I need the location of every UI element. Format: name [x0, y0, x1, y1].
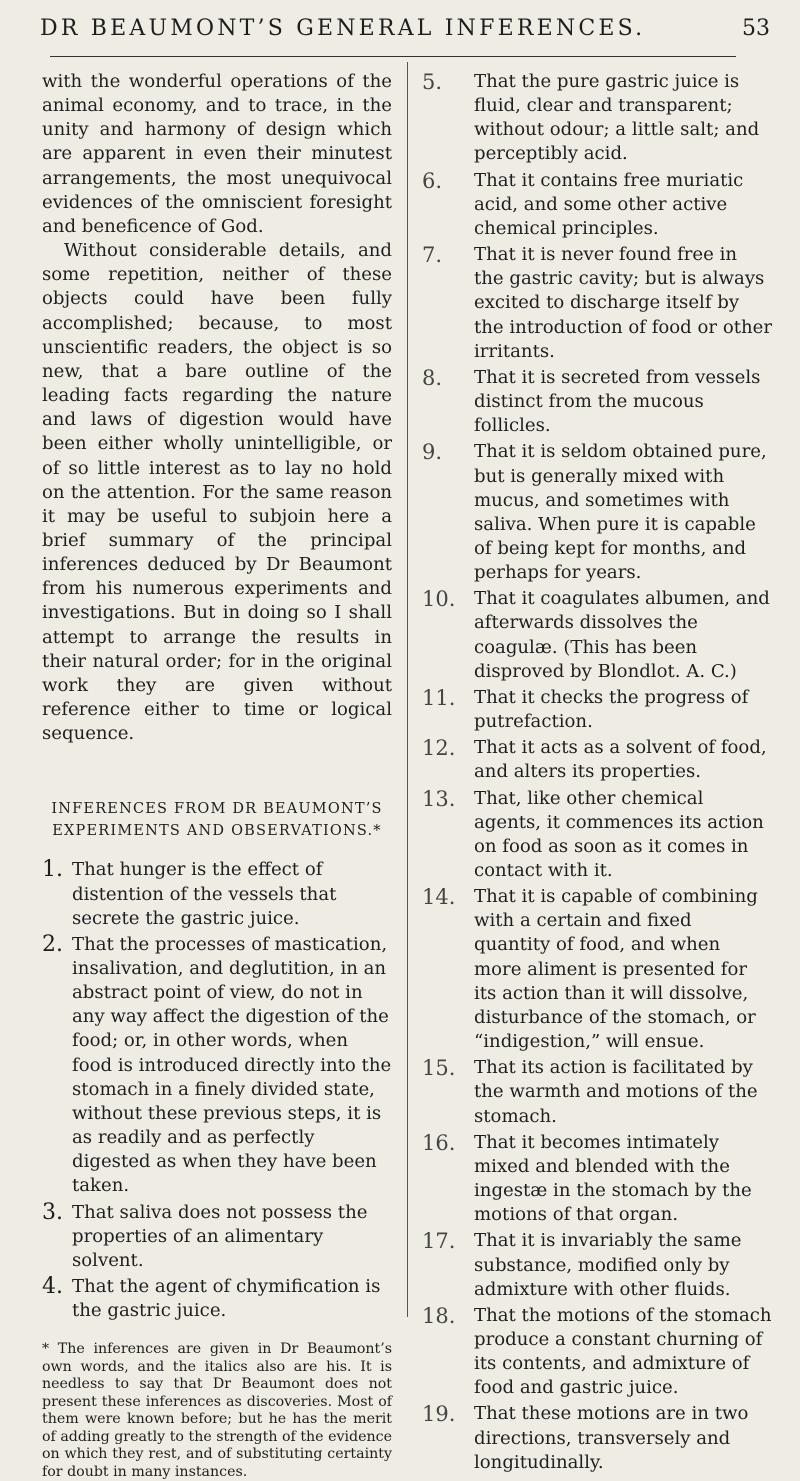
inference-number: 16. — [422, 1130, 456, 1155]
inference-number: 4. — [42, 1274, 63, 1300]
inference-text: That it checks the progress of putrefaction. — [474, 686, 749, 733]
inference-text: That it is capable of combining with a certain and fixed quantity of food, and when more aliment is presented for its action than it will dissolve, disturbance of the stomach, or “indigestion,” will ensue. — [474, 886, 758, 1053]
inference-text: That the pure gastric juice is fluid, clear and transparent; without odour; a little salt; and perceptibly acid. — [474, 71, 760, 165]
inference-text: That these motions are in two directions, transversely and longitudinally. — [474, 1403, 749, 1473]
inference-item — [422, 686, 772, 734]
inference-text: That it acts as a solvent of food, and alters its properties. — [474, 737, 767, 783]
inference-item — [422, 736, 772, 784]
right-column — [422, 70, 772, 1477]
inference-number: 10. — [422, 587, 456, 612]
inference-text: That it is invariably the same substance, modified only by admixture with other fluids. — [474, 1230, 742, 1300]
footnote: * The inferences are given in Dr Beaumont’s own words, and the italics also are his. It is needless to say that Dr Beaumont does not present these inferences as discoveries. Most of them were known before; but he has the merit of adding greatly to the strength of the evidence on which they rest, and of substituting certainty for doubt in many instances. — [42, 1341, 392, 1480]
body-paragraph: with the wonderful operations of the animal economy, and to trace, in the unity and harmony of design which are apparent in even their minutest arrangements, the most unequivocal evidences of the omniscient foresight and beneficence of God. — [42, 71, 392, 237]
inference-item — [422, 587, 772, 684]
inference-number: 11. — [422, 685, 456, 710]
inference-item — [422, 1304, 772, 1401]
inference-text: That it coagulates albumen, and afterwards dissolves the coagulæ. (This has been disproved by Blondlot. A. C.) — [474, 588, 770, 682]
inference-item — [42, 858, 392, 930]
inference-item — [422, 1229, 772, 1301]
inference-text: That it is seldom obtained pure, but is generally mixed with mucus, and sometimes with saliva. When pure it is capable of being kept for months, and perhaps for years. — [474, 441, 767, 584]
inference-item — [422, 1056, 772, 1128]
section-heading: INFERENCES FROM DR BEAUMONT’S EXPERIMENTS AND OBSERVATIONS.* — [51, 801, 383, 840]
inference-item — [422, 70, 772, 167]
inference-item — [42, 1201, 392, 1273]
inference-text: That it is never found free in the gastric cavity; but is always excited to discharge itself by the introduction of food or other irritants. — [474, 244, 772, 362]
inference-number: 7. — [422, 243, 443, 268]
inference-item — [422, 243, 772, 364]
inference-number: 3. — [42, 1199, 63, 1225]
inference-text: That the motions of the stomach produce a constant churning of its contents, and admixture of food and gastric juice. — [474, 1304, 772, 1399]
running-title: DR BEAUMONT’S GENERAL INFERENCES. — [40, 16, 646, 41]
inference-text: That it becomes intimately mixed and blended with the ingestæ in the stomach by the motions of that organ. — [474, 1131, 752, 1226]
inference-text: That the agent of chymification is the gastric juice. — [72, 1276, 381, 1322]
inference-number: 2. — [42, 931, 63, 957]
inference-item — [422, 366, 772, 438]
inference-item — [422, 169, 772, 241]
left-column — [42, 70, 392, 1481]
inference-item — [42, 1275, 392, 1323]
inference-item — [422, 440, 772, 585]
inference-text: That saliva does not possess the properties of an alimentary solvent. — [72, 1201, 368, 1271]
header-rule — [50, 56, 736, 57]
inference-number: 19. — [422, 1402, 456, 1427]
inference-number: 14. — [422, 885, 456, 910]
inference-text: That the processes of mastication, insalivation, and deglutition, in an abstract point of view, do not in any way affect the digestion of the food; or, in other words, when food is introduced directly into the stomach in a finely divided state, without these previous steps, it is as readily and as perfectly digested as when they have been taken. — [72, 933, 392, 1197]
inference-item — [42, 933, 392, 1199]
inference-number: 1. — [42, 857, 63, 883]
inference-number: 6. — [422, 168, 443, 193]
page-number: 53 — [742, 16, 770, 41]
inference-number: 9. — [422, 440, 443, 465]
inference-text: That it contains free muriatic acid, and some other active chemical principles. — [474, 169, 744, 239]
inference-text: That it is secreted from vessels distinct from the mucous follicles. — [474, 366, 761, 437]
inference-number: 8. — [422, 365, 443, 390]
inference-number: 17. — [422, 1229, 456, 1254]
inference-item — [422, 1131, 772, 1228]
inference-item — [422, 885, 772, 1054]
inference-number: 5. — [422, 70, 443, 94]
inference-text: That its action is facilitated by the warmth and motions of the stomach. — [474, 1057, 758, 1127]
inference-item — [422, 1402, 772, 1474]
inference-text: That hunger is the effect of distention of the vessels that secrete the gastric juice. — [72, 859, 337, 929]
page-header — [40, 0, 780, 58]
column-divider — [407, 62, 408, 1317]
body-paragraph: Without considerable details, and some repetition, neither of these objects could have been fully accomplished; because, to most unscientific readers, the object is so new, that a bare outline of the leading facts regarding the nature and laws of digestion would have been either wholly unintelligible, or of so little interest as to lay no hold on the attention. For the same reason it may be useful to subjoin here a brief summary of the principal inferences deduced by Dr Beaumont from his numerous experiments and investigations. But in doing so I shall attempt to arrange the results in their natural order; for in the original work they are given without reference either to time or logical sequence. — [42, 240, 392, 745]
inference-number: 15. — [422, 1056, 456, 1081]
inference-item — [422, 787, 772, 884]
inference-number: 13. — [422, 786, 456, 811]
inference-text: That, like other chemical agents, it commences its action on food as soon as it comes in contact with it. — [474, 787, 764, 881]
inference-number: 12. — [422, 736, 456, 761]
inference-number: 18. — [422, 1303, 456, 1328]
